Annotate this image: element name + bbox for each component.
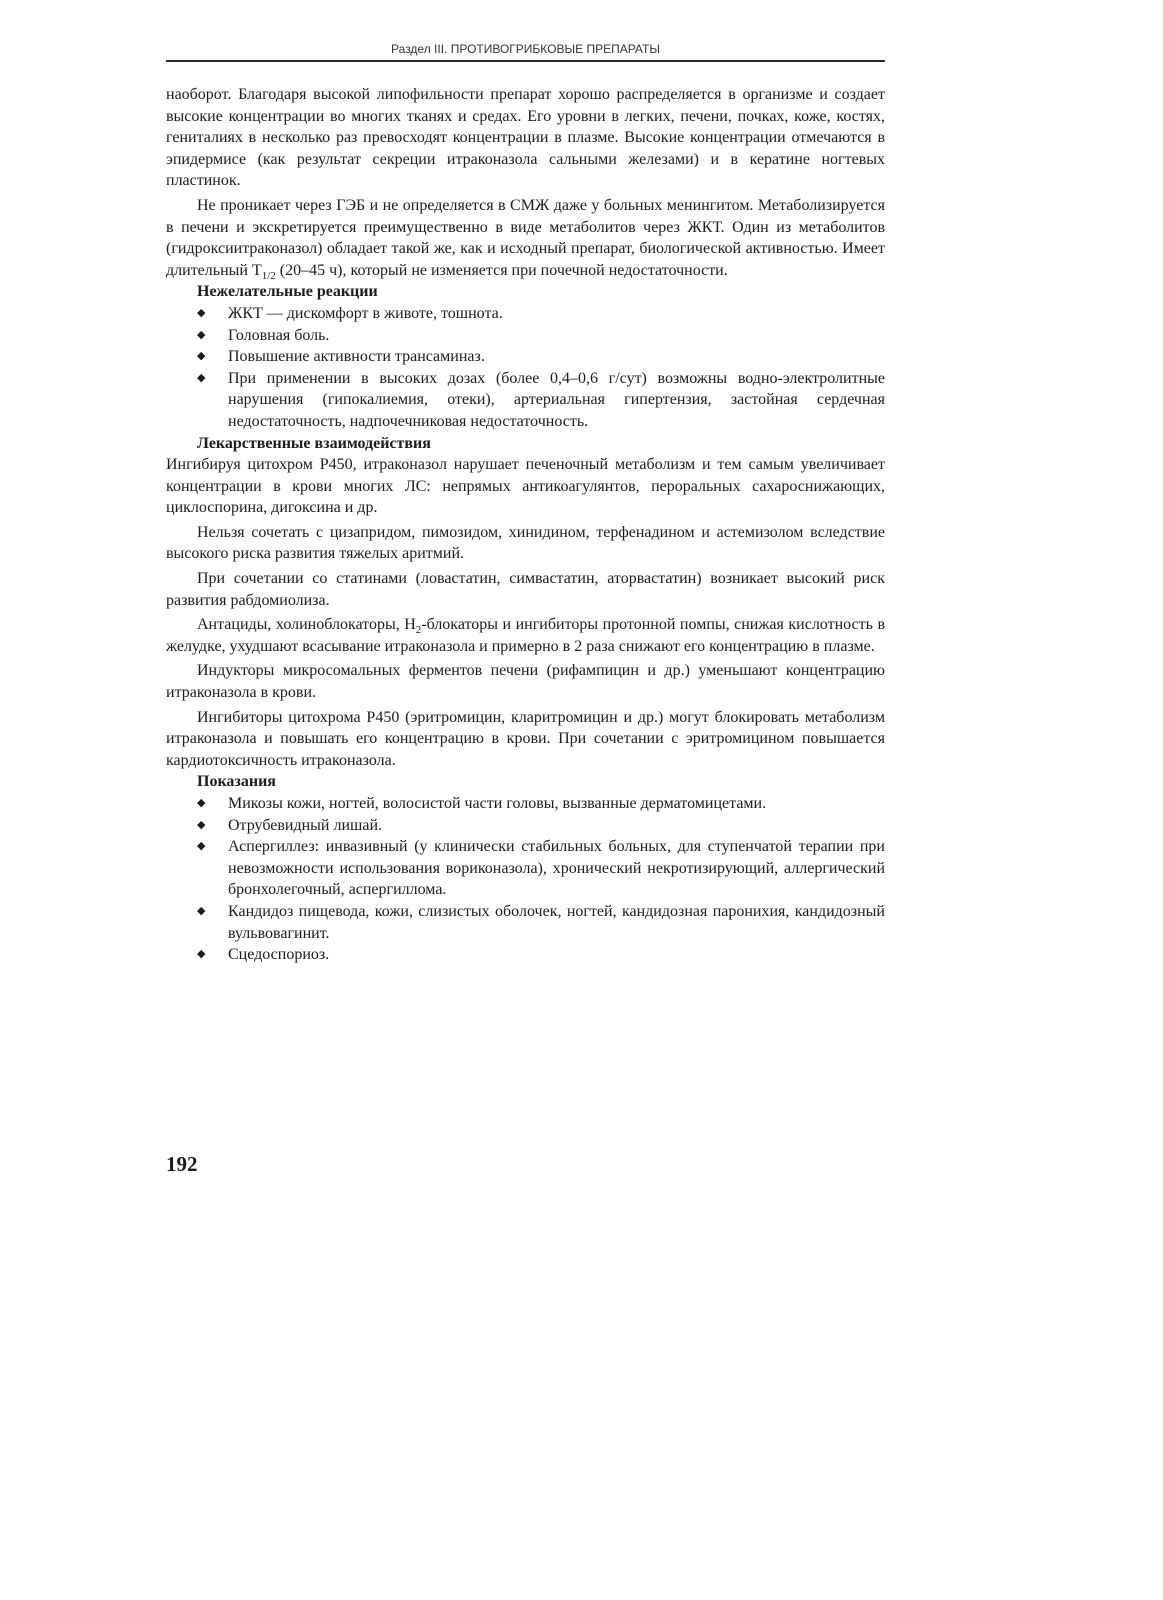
- list-item-text: Кандидоз пищевода, кожи, слизистых оболочек, ногтей, кандидозная паронихия, кандидозный вульвовагинит.: [228, 902, 885, 942]
- list-item: [166, 815, 885, 837]
- list-item: [166, 793, 885, 815]
- paragraph-interaction-antacids: [166, 614, 885, 657]
- list-item: [166, 303, 885, 325]
- paragraph-interaction-statins: При сочетании со статинами (ловастатин, симвастатин, аторвастатин) возникает высокий риск развития рабдомиолиза.: [166, 570, 885, 609]
- h2-subscript: 2: [415, 624, 422, 637]
- list-item: [166, 325, 885, 347]
- indications-list: [166, 793, 885, 966]
- list-item-text: Отрубевидный лишай.: [228, 816, 383, 834]
- antacids-text-end: -блокаторы и ингибиторы протонной помпы, снижая кислотность в желудке, ухудшают всасывание итраконазола и примерно в 2 раза снижают его концентрацию в плазме.: [166, 616, 885, 655]
- list-item-text: ЖКТ — дискомфорт в животе, тошнота.: [228, 304, 503, 322]
- paragraph-metabolism: [166, 195, 885, 281]
- page-number: 192: [166, 1152, 198, 1176]
- bullet-icon: ◆: [197, 797, 206, 809]
- list-item-text: При применении в высоких дозах (более 0,4–0,6 г/сут) возможны водно-электролитные нарушения (гипокалиемия, отеки), артериальная гипертензия, застойная сердечная недостаточность, надпочечниковая недостаточность.: [228, 369, 885, 430]
- bullet-icon: ◆: [197, 904, 206, 917]
- bullet-icon: ◆: [197, 818, 206, 831]
- list-item-text: Головная боль.: [228, 326, 330, 344]
- list-item-text: Аспергиллез: инвазивный (у клинически стабильных больных, для ступенчатой терапии при невозможности использования вориконазола), хронический некротизирующий, аллергический бронхолегочный, аспергиллома.: [228, 838, 885, 899]
- list-item-text: Повышение активности трансаминаз.: [228, 348, 485, 366]
- bullet-icon: ◆: [197, 306, 206, 319]
- running-title: Раздел III. ПРОТИВОГРИБКОВЫЕ ПРЕПАРАТЫ: [391, 42, 660, 56]
- paragraph-interaction-arrhythmia: Нельзя сочетать с цизапридом, пимозидом, хинидином, терфенадином и астемизолом вследствие высокого риска развития тяжелых аритмий.: [166, 523, 885, 563]
- half-life-symbol: T: [251, 261, 262, 279]
- paragraph-interaction-inhibitors: Ингибиторы цитохрома Р450 (эритромицин, кларитромицин и др.) могут блокировать метаболизм итраконазола и повышать его концентрацию в крови. При сочетании с эритромицином повышается кардиотоксичность итраконазола.: [166, 708, 885, 769]
- page-content: [166, 84, 885, 966]
- half-life-value: (20–45 ч), который не изменяется при почечной недостаточности.: [275, 261, 728, 279]
- adverse-reactions-list: [166, 303, 885, 433]
- bullet-icon: ◆: [197, 840, 206, 853]
- running-head: [166, 40, 885, 62]
- list-item: [166, 368, 885, 433]
- paragraph-metabolism-text: Не проникает через ГЭБ и не определяется в СМЖ даже у больных менингитом. Метаболизируется в печени и экскретируется преимущественно в виде метаболитов через ЖКТ. Один из метаболитов (гидроксиитраконазол) обладает такой же, как и исходный препарат, биологической активностью. Имеет длительный: [166, 196, 885, 279]
- list-item: [166, 944, 885, 966]
- paragraph-interaction-cyp450: Ингибируя цитохром Р450, итраконазол нарушает печеночный метаболизм и тем самым увеличивает концентрации в крови многих ЛС: непрямых антикоагулянтов, пероральных сахароснижающих, циклоспорина, дигоксина и др.: [166, 456, 885, 517]
- bullet-icon: ◆: [197, 328, 206, 341]
- paragraph-distribution: наоборот. Благодаря высокой липофильности препарат хорошо распределяется в организме и создает высокие концентрации во многих тканях и средах. Его уровни в легких, печени, почках, коже, костях, гениталиях в несколько раз превосходят концентрации в плазме. Высокие концентрации отмечаются в эпидермисе (как результат секреции итраконазола сальными железами) и в кератине ногтевых пластинок.: [166, 86, 885, 190]
- list-item: [166, 836, 885, 901]
- bullet-icon: ◆: [197, 948, 206, 961]
- paragraph-interaction-inducers: Индукторы микросомальных ферментов печени (рифампицин и др.) уменьшают концентрацию итраконазола в крови.: [166, 662, 885, 702]
- bullet-icon: ◆: [197, 371, 206, 384]
- antacids-text-start: Антациды, холиноблокаторы, H: [197, 616, 416, 634]
- section-heading-drug-interactions: Лекарственные взаимодействия: [197, 434, 431, 452]
- list-item: [166, 901, 885, 944]
- section-heading-indications: Показания: [197, 773, 276, 791]
- section-heading-adverse-reactions: Нежелательные реакции: [197, 283, 378, 301]
- list-item-text: Микозы кожи, ногтей, волосистой части головы, вызванные дерматомицетами.: [228, 795, 767, 812]
- list-item: [166, 346, 885, 368]
- half-life-subscript: 1/2: [261, 269, 276, 282]
- bullet-icon: ◆: [197, 350, 206, 363]
- list-item-text: Сцедоспориоз.: [228, 946, 330, 964]
